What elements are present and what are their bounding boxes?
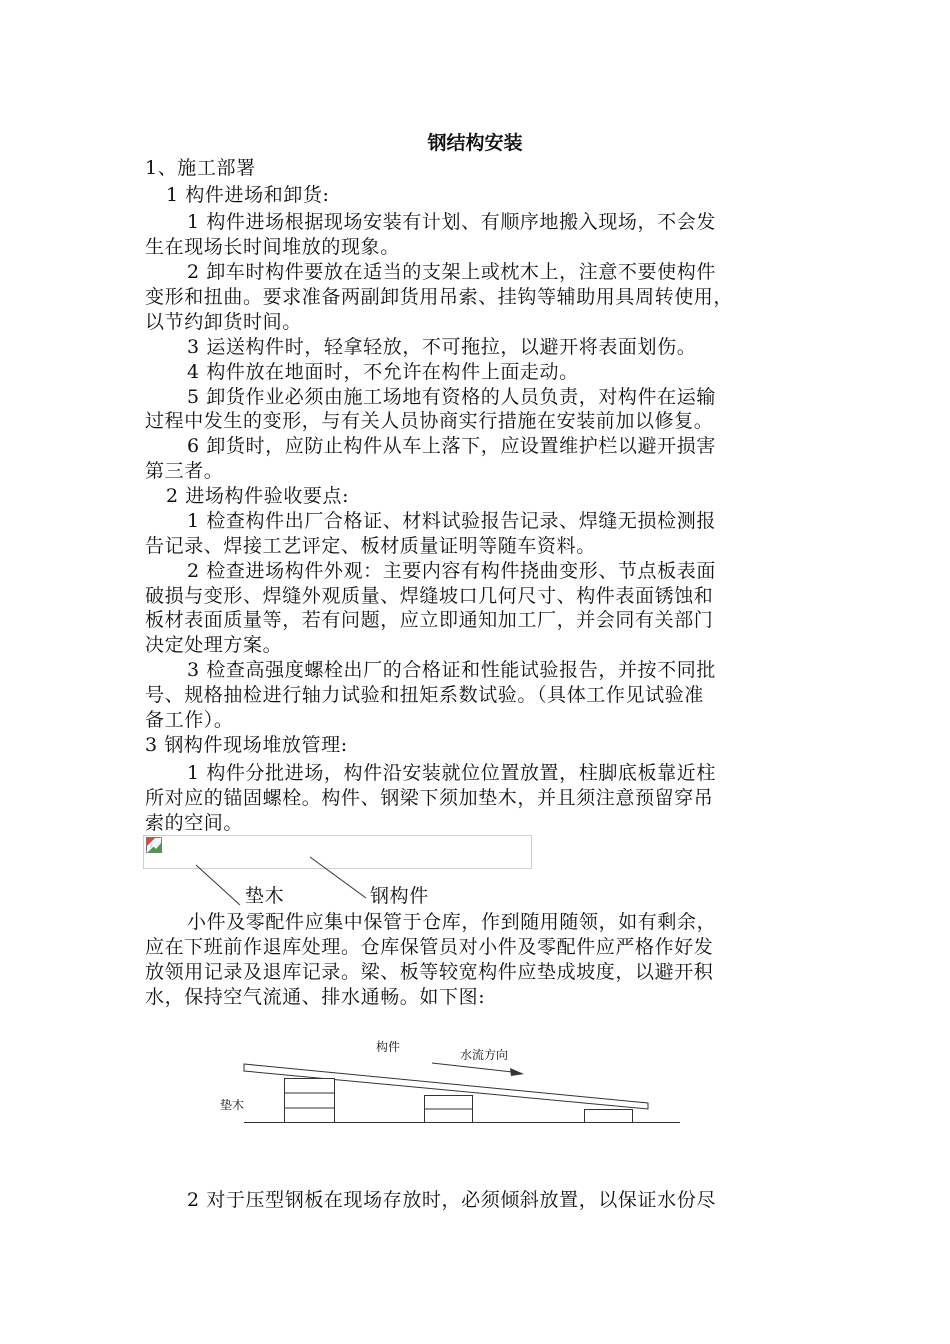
paragraph-line: 告记录、焊接工艺评定、板材质量证明等随车资料。 [145, 535, 596, 557]
paragraph-line: 应在下班前作退库处理。仓库保管员对小件及零配件应严格作好发 [145, 936, 714, 958]
paragraph-line: 1 构件分批进场，构件沿安装就位位置放置，柱脚底板靠近柱 [187, 762, 716, 784]
figure-label-member: 构件 [376, 1040, 401, 1054]
paragraph-line: 过程中发生的变形，与有关人员协商实行措施在安装前加以修复。 [145, 410, 714, 432]
paragraph-line: 3 运送构件时，轻拿轻放，不可拖拉，以避开将表面划伤。 [187, 336, 697, 358]
paragraph-line: 4 构件放在地面时，不允许在构件上面走动。 [187, 361, 579, 383]
paragraph-line: 备工作）。 [145, 709, 234, 731]
paragraph-line: 索的空间。 [145, 812, 244, 834]
paragraph-line: 2 对于压型钢板在现场存放时，必须倾斜放置，以保证水份尽 [187, 1189, 716, 1211]
figure-label-steel-member: 钢构件 [370, 885, 429, 907]
paragraph-line: 所对应的锚固螺栓。构件、钢梁下须加垫木，并且须注意预留穿吊 [145, 787, 714, 809]
section-heading: 3 钢构件现场堆放管理: [145, 734, 348, 756]
paragraph-line: 生在现场长时间堆放的现象。 [145, 236, 400, 258]
paragraph-line: 小件及零配件应集中保管于仓库，作到随用随领，如有剩余， [187, 911, 717, 933]
paragraph-line: 号、规格抽检进行轴力试验和扭矩系数试验。（具体工作见试验准 [145, 684, 704, 706]
paragraph-line: 6 卸货时，应防止构件从车上落下，应设置维护栏以避开损害 [187, 435, 716, 457]
subsection-heading: 1 构件进场和卸货: [166, 184, 330, 206]
paragraph-line: 2 卸车时构件要放在适当的支架上或枕木上，注意不要使构件 [187, 261, 716, 283]
paragraph-line: 1 构件进场根据现场安装有计划、有顺序地搬入现场，不会发 [187, 211, 716, 233]
paragraph-line: 水，保持空气流通、排水通畅。如下图: [145, 986, 486, 1008]
paragraph-line: 以节约卸货时间。 [145, 311, 302, 333]
paragraph-line: 第三者。 [145, 460, 224, 482]
paragraph-line: 变形和扭曲。要求准备两副卸货用吊索、挂钩等辅助用具周转使用， [145, 286, 734, 308]
paragraph-line: 3 检查高强度螺栓出厂的合格证和性能试验报告，并按不同批 [187, 659, 716, 681]
paragraph-line: 2 检查进场构件外观：主要内容有构件挠曲变形、节点板表面 [187, 560, 716, 582]
paragraph-line: 5 卸货作业必须由施工场地有资格的人员负责，对构件在运输 [187, 386, 716, 408]
paragraph-line: 破损与变形、焊缝外观质量、焊缝坡口几何尺寸、构件表面锈蚀和 [145, 585, 714, 607]
paragraph-line: 放领用记录及退库记录。梁、板等较宽构件应垫成坡度，以避开积 [145, 961, 714, 983]
paragraph-line: 板材表面质量等，若有问题，应立即通知加工厂，并会同有关部门 [145, 609, 714, 631]
subsection-heading: 2 进场构件验收要点: [166, 485, 350, 507]
paragraph-line: 决定处理方案。 [145, 634, 283, 656]
figure-label-water-flow: 水流方向 [460, 1048, 509, 1062]
figure-label-pad: 垫木 [220, 1098, 245, 1112]
figure-label-pad: 垫木 [245, 885, 285, 907]
paragraph-line: 1 检查构件出厂合格证、材料试验报告记录、焊缝无损检测报 [187, 510, 716, 532]
page-title: 钢结构安装 [427, 132, 523, 154]
section-heading: 1、施工部署 [145, 157, 256, 179]
